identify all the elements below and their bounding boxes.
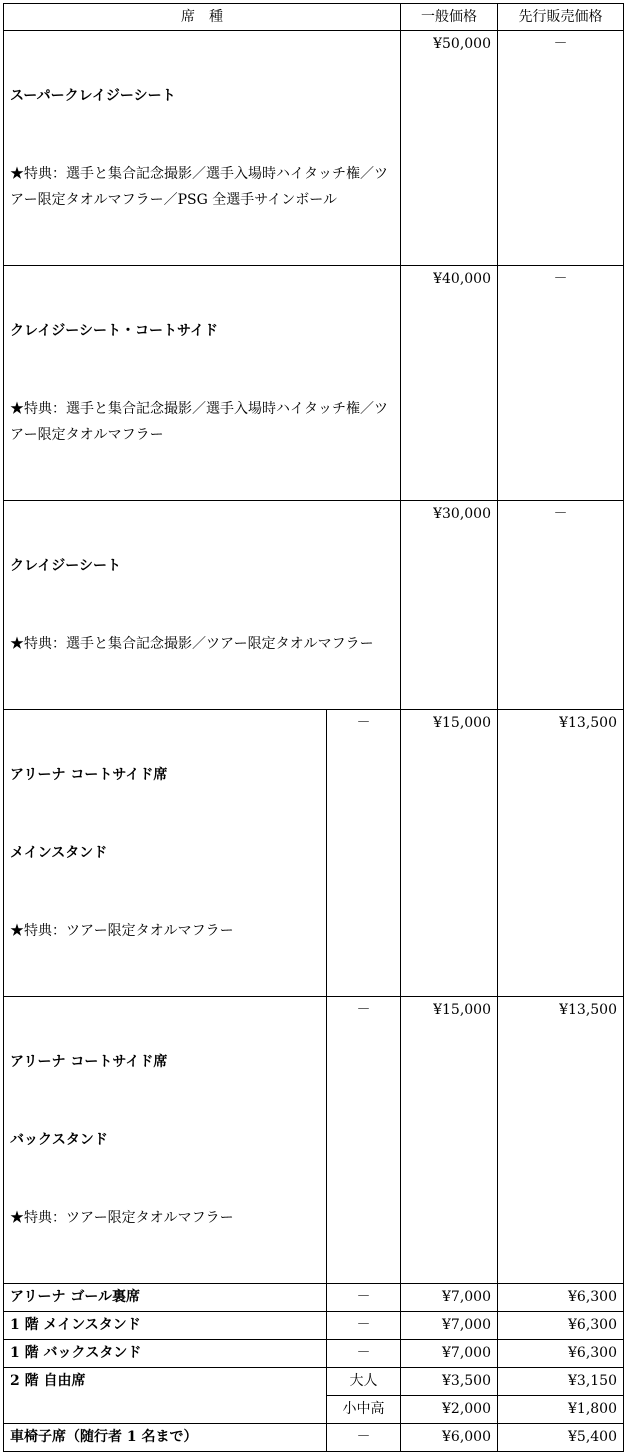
general-price: ¥50,000 bbox=[401, 31, 498, 266]
general-price: ¥2,000 bbox=[401, 1396, 498, 1424]
general-price: ¥15,000 bbox=[401, 710, 498, 997]
advance-price: － bbox=[498, 266, 624, 501]
category-cell: － bbox=[327, 997, 401, 1284]
seat-stand: メインスタンド bbox=[10, 845, 108, 861]
header-row bbox=[4, 4, 624, 31]
seat-name: クレイジーシート・コートサイド bbox=[10, 323, 219, 339]
table-row bbox=[4, 997, 624, 1284]
ticket-price-table bbox=[3, 3, 624, 1452]
header-seat: 席 種 bbox=[4, 4, 401, 31]
seat-cell bbox=[4, 997, 327, 1284]
category-adult: 大人 bbox=[327, 1368, 401, 1396]
table-row bbox=[4, 31, 624, 266]
advance-price: ¥6,300 bbox=[498, 1284, 624, 1312]
seat-name: 2 階 自由席 bbox=[4, 1368, 327, 1424]
table-row bbox=[4, 1284, 624, 1312]
seat-perk: ★特典：ツアー限定タオルマフラー bbox=[10, 923, 234, 939]
general-price: ¥7,000 bbox=[401, 1340, 498, 1368]
category-cell: － bbox=[327, 1284, 401, 1312]
seat-cell bbox=[4, 501, 401, 710]
table-row bbox=[4, 266, 624, 501]
category-cell: － bbox=[327, 1340, 401, 1368]
seat-name: 車椅子席（随行者 1 名まで） bbox=[4, 1424, 327, 1452]
advance-price: ¥13,500 bbox=[498, 997, 624, 1284]
seat-perk: ★特典：ツアー限定タオルマフラー bbox=[10, 1210, 234, 1226]
seat-perk: ★特典：選手と集合記念撮影／ツアー限定タオルマフラー bbox=[10, 636, 374, 652]
seat-name: スーパークレイジーシート bbox=[10, 88, 176, 104]
price-table-container bbox=[3, 3, 624, 1452]
seat-name: アリーナ コートサイド席 bbox=[10, 767, 168, 783]
advance-price: ¥1,800 bbox=[498, 1396, 624, 1424]
general-price: ¥6,000 bbox=[401, 1424, 498, 1452]
category-cell: － bbox=[327, 1424, 401, 1452]
header-general-price: 一般価格 bbox=[401, 4, 498, 31]
seat-cell bbox=[4, 31, 401, 266]
seat-cell bbox=[4, 266, 401, 501]
general-price: ¥7,000 bbox=[401, 1312, 498, 1340]
table-row bbox=[4, 1312, 624, 1340]
advance-price: ¥5,400 bbox=[498, 1424, 624, 1452]
advance-price: － bbox=[498, 501, 624, 710]
category-cell: － bbox=[327, 710, 401, 997]
table-row bbox=[4, 710, 624, 997]
seat-name: クレイジーシート bbox=[10, 558, 122, 574]
advance-price: ¥6,300 bbox=[498, 1340, 624, 1368]
seat-name: 1 階 メインスタンド bbox=[4, 1312, 327, 1340]
advance-price: ¥6,300 bbox=[498, 1312, 624, 1340]
seat-name: アリーナ コートサイド席 bbox=[10, 1054, 168, 1070]
general-price: ¥7,000 bbox=[401, 1284, 498, 1312]
seat-cell bbox=[4, 710, 327, 997]
seat-perk: ★特典：選手と集合記念撮影／選手入場時ハイタッチ権／ツアー限定タオルマフラー／PSG 全選手サインボール bbox=[10, 166, 388, 208]
seat-name: 1 階 バックスタンド bbox=[4, 1340, 327, 1368]
advance-price: ¥3,150 bbox=[498, 1368, 624, 1396]
table-row bbox=[4, 501, 624, 710]
seat-stand: バックスタンド bbox=[10, 1132, 108, 1148]
table-row bbox=[4, 1340, 624, 1368]
general-price: ¥40,000 bbox=[401, 266, 498, 501]
advance-price: ¥13,500 bbox=[498, 710, 624, 997]
advance-price: － bbox=[498, 31, 624, 266]
general-price: ¥15,000 bbox=[401, 997, 498, 1284]
table-row bbox=[4, 1424, 624, 1452]
general-price: ¥3,500 bbox=[401, 1368, 498, 1396]
general-price: ¥30,000 bbox=[401, 501, 498, 710]
category-student: 小中高 bbox=[327, 1396, 401, 1424]
header-advance-price: 先行販売価格 bbox=[498, 4, 624, 31]
table-row bbox=[4, 1368, 624, 1396]
category-cell: － bbox=[327, 1312, 401, 1340]
seat-perk: ★特典：選手と集合記念撮影／選手入場時ハイタッチ権／ツアー限定タオルマフラー bbox=[10, 401, 388, 443]
seat-name: アリーナ ゴール裏席 bbox=[4, 1284, 327, 1312]
